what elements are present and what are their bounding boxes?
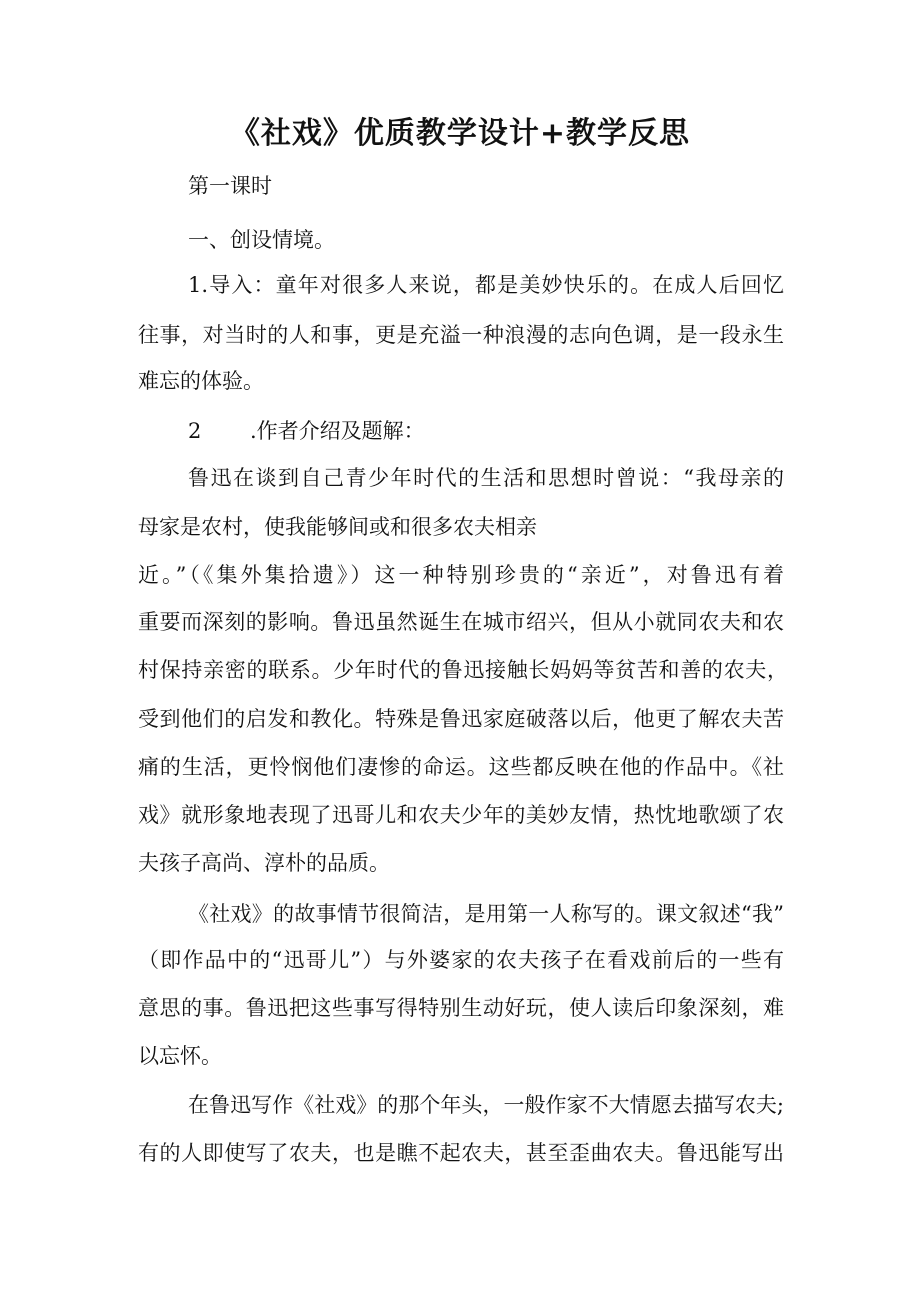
- paragraph-line: 村保持亲密的联系。少年时代的鲁迅接触长妈妈等贫苦和善的农夫，: [138, 658, 788, 682]
- subsection-heading: [188, 416, 425, 446]
- paragraph-line: 往事，对当时的人和事，更是充溢一种浪漫的志向色调，是一段永生: [138, 323, 784, 347]
- paragraph-line: 戏》就形象地表现了迅哥儿和农夫少年的美妙友情，热忱地歌颂了农: [138, 803, 784, 827]
- paragraph-line: 难忘的体验。: [138, 369, 264, 393]
- paragraph-line: 鲁迅在谈到自己青少年时代的生活和思想时曾说：“我母亲的: [188, 466, 784, 490]
- document-title: 《社戏》优质教学设计+教学反思: [229, 116, 691, 151]
- paragraph-line: 1.导入：童年对很多人来说，都是美妙快乐的。在成人后回忆: [188, 273, 784, 297]
- paragraph-line: 以忘怀。: [138, 1044, 222, 1068]
- heading-text: .作者介绍及题解：: [250, 419, 425, 443]
- paragraph-line: （即作品中的“迅哥儿”）与外婆家的农夫孩子在看戏前后的一些有: [138, 948, 784, 972]
- paragraph-line: 近。”（《集外集拾遗》）这一种特别珍贵的“亲近”，对鲁迅有着: [138, 563, 784, 587]
- paragraph-line: 受到他们的启发和教化。特殊是鲁迅家庭破落以后，他更了解农夫苦: [138, 707, 784, 731]
- paragraph-line: 母家是农村，使我能够间或和很多农夫相亲: [138, 515, 537, 539]
- paragraph-line: 有的人即使写了农夫，也是瞧不起农夫，甚至歪曲农夫。鲁迅能写出: [138, 1141, 784, 1165]
- paragraph-line: 在鲁迅写作《社戏》的那个年头，一般作家不大情愿去描写农夫;: [188, 1093, 784, 1117]
- paragraph-line: 夫孩子高尚、淳朴的品质。: [138, 851, 390, 875]
- section-heading: 一、创设情境。: [188, 228, 335, 252]
- paragraph-line: 重要而深刻的影响。鲁迅虽然诞生在城市绍兴，但从小就同农夫和农: [138, 610, 784, 634]
- paragraph-line: 《社戏》的故事情节很简洁，是用第一人称写的。课文叙述“我”: [188, 902, 784, 926]
- paragraph-line: 痛的生活，更怜悯他们凄惨的命运。这些都反映在他的作品中。《社: [138, 755, 784, 779]
- paragraph-line: 意思的事。鲁迅把这些事写得特别生动好玩，使人读后印象深刻，难: [138, 996, 784, 1020]
- heading-number: 2: [188, 419, 202, 443]
- lesson-heading: 第一课时: [188, 174, 272, 198]
